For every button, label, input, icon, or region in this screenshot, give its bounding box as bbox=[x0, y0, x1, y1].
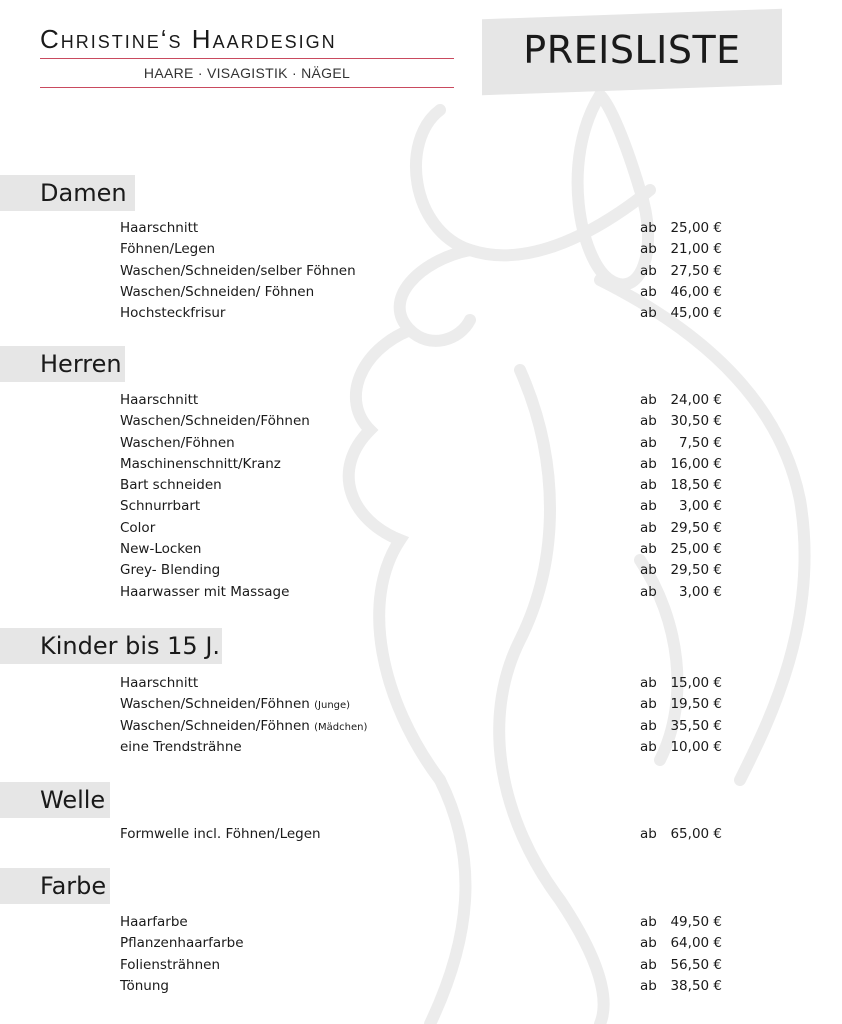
price-prefix: ab bbox=[640, 738, 657, 755]
service-name-text: Waschen/Schneiden/Föhnen bbox=[120, 413, 310, 430]
price-row bbox=[0, 560, 842, 581]
service-name bbox=[120, 824, 321, 845]
price-prefix: ab bbox=[640, 413, 657, 430]
price-prefix: ab bbox=[640, 977, 657, 994]
price-row bbox=[0, 496, 842, 517]
service-name bbox=[120, 673, 198, 694]
service-name bbox=[120, 261, 356, 282]
price-value: 46,00 € bbox=[670, 283, 722, 300]
price-value: 38,50 € bbox=[670, 977, 722, 994]
price-prefix: ab bbox=[640, 541, 657, 558]
price-value: 7,50 € bbox=[679, 434, 722, 451]
service-name bbox=[120, 303, 225, 324]
section-title: Herren bbox=[40, 350, 122, 378]
price-row bbox=[0, 824, 842, 845]
price-value: 25,00 € bbox=[670, 220, 722, 236]
price-value: 49,50 € bbox=[670, 914, 722, 930]
price-row bbox=[0, 454, 842, 475]
price-prefix: ab bbox=[640, 696, 657, 713]
price-prefix: ab bbox=[640, 519, 657, 536]
price-value: 24,00 € bbox=[670, 392, 722, 408]
service-name-text: New-Locken bbox=[120, 541, 202, 558]
section-items bbox=[0, 673, 842, 758]
service-name-text: Grey- Blending bbox=[120, 562, 221, 579]
section-items bbox=[0, 390, 842, 603]
service-note: (Junge) bbox=[314, 700, 351, 712]
service-name-text: Waschen/Schneiden/selber Föhnen bbox=[120, 262, 356, 279]
price-row bbox=[0, 411, 842, 432]
service-name-text: Waschen/Föhnen bbox=[120, 434, 235, 451]
brand-header bbox=[40, 20, 454, 88]
service-name-text: Haarschnitt bbox=[120, 220, 199, 236]
price-prefix: ab bbox=[640, 562, 657, 579]
price-prefix: ab bbox=[640, 305, 657, 322]
price-prefix: ab bbox=[640, 262, 657, 279]
service-name bbox=[120, 518, 155, 539]
service-name bbox=[120, 694, 350, 716]
price-value: 35,50 € bbox=[670, 717, 722, 734]
section-title: Kinder bis 15 J. bbox=[40, 632, 221, 660]
service-name-text: Waschen/Schneiden/ Föhnen bbox=[120, 283, 315, 300]
service-note: (Mädchen) bbox=[314, 721, 368, 733]
price-prefix: ab bbox=[640, 826, 657, 842]
service-name bbox=[120, 218, 198, 239]
service-name bbox=[120, 454, 281, 475]
service-name bbox=[120, 976, 169, 997]
price-prefix: ab bbox=[640, 455, 657, 472]
price-value: 21,00 € bbox=[670, 241, 722, 258]
service-name-text: Hochsteckfrisur bbox=[120, 305, 226, 322]
service-name-text: Foliensträhnen bbox=[120, 956, 221, 973]
service-name bbox=[120, 282, 314, 303]
service-name-text: Föhnen/Legen bbox=[120, 241, 216, 258]
price-row bbox=[0, 976, 842, 997]
price-row bbox=[0, 239, 842, 260]
service-name bbox=[120, 390, 198, 411]
service-name bbox=[120, 239, 215, 260]
service-name bbox=[120, 411, 310, 432]
service-name bbox=[120, 716, 367, 738]
price-prefix: ab bbox=[640, 675, 657, 691]
price-row bbox=[0, 303, 842, 324]
price-value: 3,00 € bbox=[679, 583, 722, 600]
price-row bbox=[0, 673, 842, 694]
price-value: 29,50 € bbox=[670, 519, 722, 536]
price-value: 16,00 € bbox=[670, 455, 722, 472]
price-value: 19,50 € bbox=[670, 696, 722, 713]
service-name bbox=[120, 475, 222, 496]
service-name-text: Waschen/Schneiden/Föhnen bbox=[120, 717, 310, 734]
price-value: 56,50 € bbox=[670, 956, 722, 973]
section-title: Damen bbox=[40, 179, 127, 207]
price-value: 29,50 € bbox=[670, 562, 722, 579]
section-items bbox=[0, 912, 842, 997]
price-prefix: ab bbox=[640, 498, 657, 515]
price-prefix: ab bbox=[640, 241, 657, 258]
price-row bbox=[0, 218, 842, 239]
service-name-text: Maschinenschnitt/Kranz bbox=[120, 455, 281, 472]
service-name bbox=[120, 539, 201, 560]
price-row bbox=[0, 539, 842, 560]
price-prefix: ab bbox=[640, 914, 657, 930]
service-name-text: Haarfarbe bbox=[120, 914, 188, 930]
service-name-text: Schnurrbart bbox=[120, 498, 201, 515]
price-value: 45,00 € bbox=[670, 305, 722, 322]
price-value: 64,00 € bbox=[670, 935, 722, 952]
price-value: 10,00 € bbox=[670, 738, 722, 755]
price-prefix: ab bbox=[640, 283, 657, 300]
price-prefix: ab bbox=[640, 392, 657, 408]
price-prefix: ab bbox=[640, 477, 657, 494]
service-name-text: Haarschnitt bbox=[120, 675, 199, 691]
service-name-text: Formwelle incl. Föhnen/Legen bbox=[120, 826, 321, 842]
price-prefix: ab bbox=[640, 956, 657, 973]
service-name bbox=[120, 912, 188, 933]
price-row bbox=[0, 261, 842, 282]
service-name-text: Haarschnitt bbox=[120, 392, 199, 408]
brand-divider-bottom bbox=[40, 87, 454, 88]
price-value: 30,50 € bbox=[670, 413, 722, 430]
price-row bbox=[0, 475, 842, 496]
service-name-text: Waschen/Schneiden/Föhnen bbox=[120, 696, 310, 713]
price-row bbox=[0, 282, 842, 303]
section-items bbox=[0, 218, 842, 324]
price-value: 3,00 € bbox=[679, 498, 722, 515]
section-items bbox=[0, 824, 842, 845]
service-name bbox=[120, 933, 244, 954]
brand-name: Christine‘s Haardesign bbox=[40, 24, 337, 54]
service-name bbox=[120, 582, 289, 603]
price-value: 27,50 € bbox=[670, 262, 722, 279]
price-prefix: ab bbox=[640, 434, 657, 451]
price-value: 25,00 € bbox=[670, 541, 722, 558]
service-name-text: Pflanzenhaarfarbe bbox=[120, 935, 244, 952]
price-row bbox=[0, 912, 842, 933]
service-name bbox=[120, 737, 242, 758]
price-row bbox=[0, 933, 842, 954]
price-prefix: ab bbox=[640, 583, 657, 600]
price-row bbox=[0, 737, 842, 758]
service-name-text: Tönung bbox=[120, 977, 169, 994]
service-name-text: Color bbox=[120, 519, 156, 536]
service-name bbox=[120, 496, 200, 517]
service-name-text: eine Trendsträhne bbox=[120, 738, 242, 755]
service-name-text: Haarwasser mit Massage bbox=[120, 583, 290, 600]
price-prefix: ab bbox=[640, 717, 657, 734]
service-name bbox=[120, 955, 220, 976]
section-title: Welle bbox=[40, 786, 106, 814]
page-title: PREISLISTE bbox=[523, 28, 741, 72]
price-row bbox=[0, 518, 842, 539]
brand-tagline: HAARE · VISAGISTIK · NÄGEL bbox=[143, 65, 351, 81]
price-prefix: ab bbox=[640, 935, 657, 952]
price-prefix: ab bbox=[640, 220, 657, 236]
price-row bbox=[0, 955, 842, 976]
service-name-text: Bart schneiden bbox=[120, 477, 222, 494]
price-row bbox=[0, 582, 842, 603]
service-name bbox=[120, 560, 220, 581]
price-value: 15,00 € bbox=[670, 675, 722, 691]
price-row bbox=[0, 694, 842, 715]
price-row bbox=[0, 716, 842, 737]
price-row bbox=[0, 433, 842, 454]
section-title: Farbe bbox=[40, 872, 107, 900]
service-name bbox=[120, 433, 235, 454]
price-value: 65,00 € bbox=[670, 826, 722, 842]
price-row bbox=[0, 390, 842, 411]
price-value: 18,50 € bbox=[670, 477, 722, 494]
